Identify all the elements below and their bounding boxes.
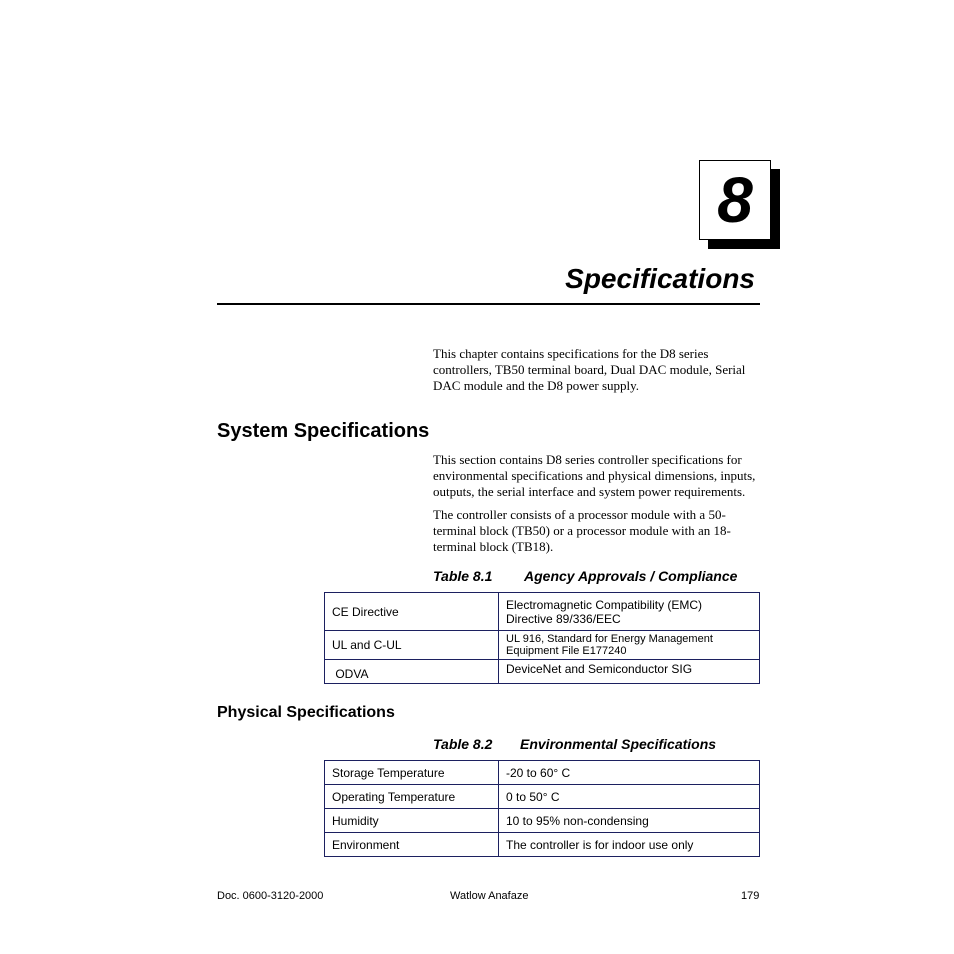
table-cell: The controller is for indoor use only: [499, 833, 760, 857]
system-paragraph-2: The controller consists of a processor module with a 50-terminal block (TB50) or a processor module with an 18-terminal block (TB18).: [433, 507, 731, 554]
table-cell: 0 to 50° C: [499, 785, 760, 809]
agency-approvals-table: [324, 592, 760, 684]
table-cell: 10 to 95% non-condensing: [499, 809, 760, 833]
table-row: [325, 809, 760, 833]
table-cell: Humidity: [325, 809, 499, 833]
title-rule: [217, 303, 760, 305]
table-cell: DeviceNet and Semiconductor SIG: [499, 660, 760, 684]
table-2-title: Environmental Specifications: [520, 736, 717, 752]
table-row: [325, 785, 760, 809]
table-cell: ODVA: [325, 660, 499, 684]
footer-company: Watlow Anafaze: [450, 890, 529, 902]
footer-page-number: 179: [741, 890, 760, 902]
chapter-title: Specifications: [565, 263, 755, 294]
table-cell: UL and C-UL: [325, 631, 499, 660]
section-heading-physical: Physical Specifications: [217, 704, 395, 721]
table-cell: UL 916, Standard for Energy Management Equipment File E177240: [499, 631, 760, 660]
table-cell: Electromagnetic Compatibility (EMC) Directive 89/336/EEC: [499, 593, 760, 631]
intro-paragraph: This chapter contains specifications for the D8 series controllers, TB50 terminal board, Dual DAC module, Serial DAC module and the D8 power supply.: [433, 346, 746, 393]
table-row: [325, 761, 760, 785]
table-row: [325, 833, 760, 857]
table-1-caption: [433, 567, 738, 585]
chapter-number: 8: [717, 164, 753, 236]
environmental-specs-table: [324, 760, 760, 857]
table-row: [325, 660, 760, 684]
table-cell: -20 to 60° C: [499, 761, 760, 785]
table-cell: Operating Temperature: [325, 785, 499, 809]
table-row: [325, 593, 760, 631]
table-row: [325, 631, 760, 660]
section-heading-system: System Specifications: [217, 420, 430, 442]
table-cell: Storage Temperature: [325, 761, 499, 785]
table-2-caption: [433, 735, 717, 753]
table-1-title: Agency Approvals / Compliance: [524, 568, 738, 584]
table-cell: CE Directive: [325, 593, 499, 631]
table-2-number: Table 8.2: [433, 736, 493, 752]
table-1-number: Table 8.1: [433, 568, 493, 584]
system-paragraph-1: This section contains D8 series controller specifications for environmental specifications and physical dimensions, inputs, outputs, the serial interface and system power requirements.: [433, 452, 756, 499]
footer-doc-number: Doc. 0600-3120-2000: [217, 890, 324, 902]
table-cell: Environment: [325, 833, 499, 857]
chapter-number-box: [699, 160, 771, 240]
